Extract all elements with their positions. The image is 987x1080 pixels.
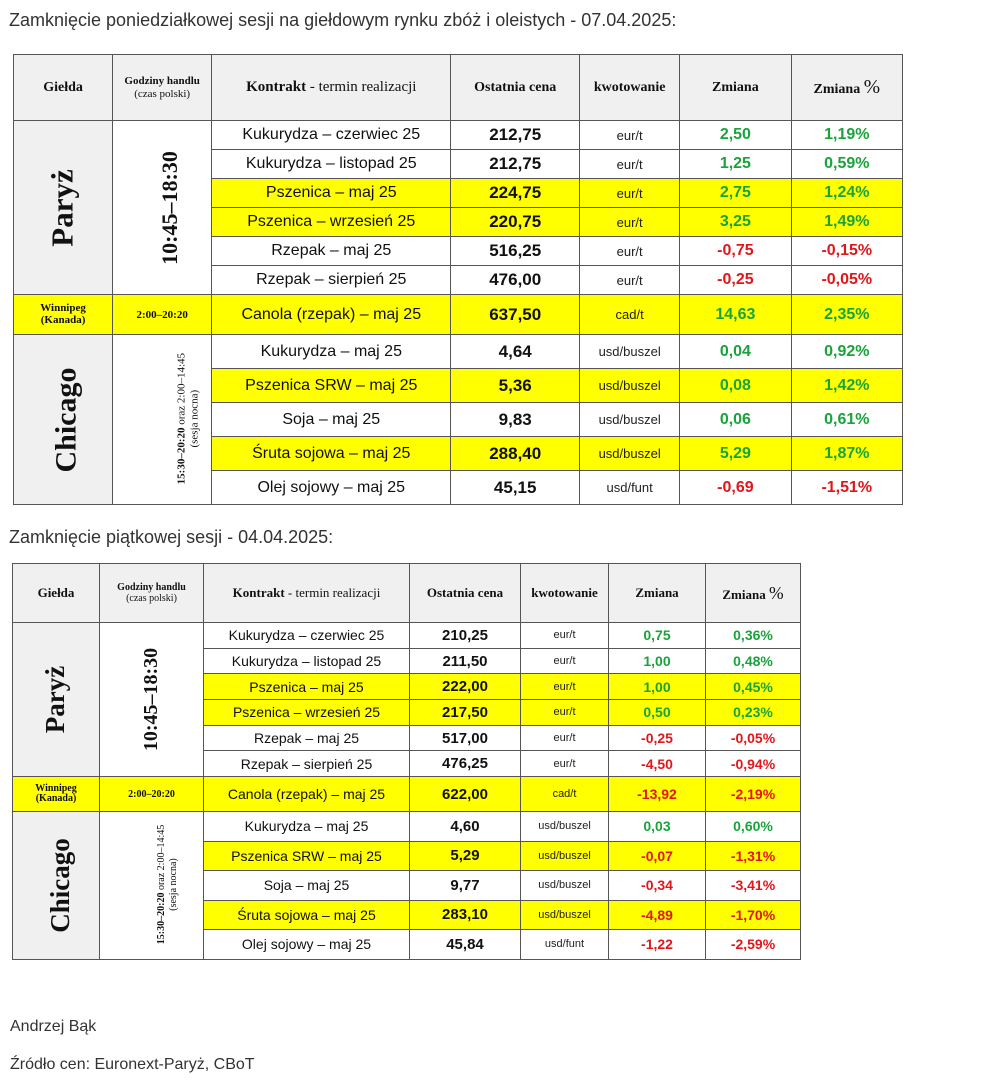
unit-cell: usd/buszel (580, 403, 680, 437)
unit-cell: eur/t (580, 150, 680, 179)
change-pct-cell: -1,70% (706, 900, 801, 930)
change-pct-cell: -0,94% (706, 751, 801, 777)
change-pct-cell: -0,05% (706, 725, 801, 751)
change-cell: 2,50 (680, 121, 791, 150)
change-pct-cell: 0,60% (706, 812, 801, 842)
header-godziny (113, 55, 212, 121)
exchange-winnipeg-line2: (Kanada) (40, 313, 86, 326)
change-pct-cell: 0,48% (706, 648, 801, 674)
table-row (14, 121, 903, 150)
change-pct-cell: -2,19% (706, 777, 801, 812)
price-cell: 210,25 (410, 623, 521, 649)
contract-cell: Rzepak – maj 25 (204, 725, 410, 751)
price-cell: 220,75 (451, 208, 580, 237)
contract-cell: Kukurydza – maj 25 (204, 812, 410, 842)
change-cell: -4,89 (609, 900, 706, 930)
table-monday-session (13, 54, 903, 505)
change-cell: 2,75 (680, 179, 791, 208)
contract-cell: Soja – maj 25 (212, 403, 451, 437)
price-cell: 9,83 (451, 403, 580, 437)
header-kontrakt-bold: Kontrakt (232, 585, 285, 600)
header-zmiana-pct-word: Zmiana (813, 81, 861, 97)
change-pct-cell: 0,45% (706, 674, 801, 700)
change-cell: 0,06 (680, 403, 791, 437)
header-godziny-line2: (czas polski) (126, 593, 177, 604)
price-cell: 212,75 (451, 150, 580, 179)
unit-cell: usd/buszel (521, 841, 609, 871)
change-cell: 14,63 (680, 295, 791, 335)
price-cell: 222,00 (410, 674, 521, 700)
header-ostatnia-cena: Ostatnia cena (410, 564, 521, 623)
exchange-paryz-cell (14, 121, 113, 295)
unit-cell: eur/t (521, 623, 609, 649)
price-cell: 211,50 (410, 648, 521, 674)
header-zmiana-pct (791, 55, 902, 121)
price-cell: 283,10 (410, 900, 521, 930)
heading-monday-session: Zamknięcie poniedziałkowej sesji na giełdowym rynku zbóż i oleistych - 07.04.2025: (9, 10, 677, 30)
header-kontrakt-rest: - termin realizacji (284, 585, 381, 600)
unit-cell: eur/t (580, 121, 680, 150)
price-cell: 476,00 (451, 266, 580, 295)
contract-cell: Rzepak – sierpień 25 (212, 266, 451, 295)
change-pct-cell: 0,59% (791, 150, 902, 179)
unit-cell: eur/t (521, 648, 609, 674)
header-zmiana: Zmiana (680, 55, 791, 121)
exchange-chicago: Chicago (44, 838, 75, 933)
change-cell: -0,75 (680, 237, 791, 266)
change-cell: -13,92 (609, 777, 706, 812)
change-cell: 0,03 (609, 812, 706, 842)
exchange-chicago-cell (13, 812, 100, 960)
header-kontrakt (204, 564, 410, 623)
header-ostatnia-cena: Ostatnia cena (451, 55, 580, 121)
unit-cell: eur/t (580, 237, 680, 266)
hours-paryz-cell (100, 623, 204, 777)
unit-cell: usd/buszel (521, 871, 609, 901)
table-row (13, 812, 801, 842)
unit-cell: eur/t (521, 725, 609, 751)
change-cell: 3,25 (680, 208, 791, 237)
change-cell: 1,25 (680, 150, 791, 179)
header-godziny-line1: Godziny handlu (117, 581, 186, 593)
contract-cell: Canola (rzepak) – maj 25 (212, 295, 451, 335)
change-pct-cell: -3,41% (706, 871, 801, 901)
contract-cell: Kukurydza – listopad 25 (204, 648, 410, 674)
exchange-winnipeg-line1: Winnipeg (35, 782, 77, 794)
hours-chicago-cell (113, 335, 212, 505)
heading-friday-session: Zamknięcie piątkowej sesji - 04.04.2025: (9, 527, 334, 547)
unit-cell: usd/buszel (521, 812, 609, 842)
change-pct-cell: 0,36% (706, 623, 801, 649)
unit-cell: usd/funt (521, 930, 609, 960)
change-cell: 1,00 (609, 674, 706, 700)
change-cell: 0,08 (680, 369, 791, 403)
exchange-winnipeg-line2: (Kanada) (35, 793, 77, 805)
price-cell: 224,75 (451, 179, 580, 208)
change-pct-cell: 0,23% (706, 700, 801, 726)
contract-cell: Śruta sojowa – maj 25 (204, 900, 410, 930)
hours-chicago (175, 344, 200, 494)
change-pct-cell: -0,05% (791, 266, 902, 295)
hours-winnipeg: 2:00–20:20 (113, 295, 212, 335)
change-cell: -4,50 (609, 751, 706, 777)
change-cell: 0,50 (609, 700, 706, 726)
header-kontrakt (212, 55, 451, 121)
header-kontrakt-bold: Kontrakt (246, 79, 307, 95)
hours-chicago-rest: oraz 2:00–14:45 (sesja nocna) (175, 353, 201, 448)
header-zmiana-pct-word: Zmiana (722, 586, 766, 602)
contract-cell: Rzepak – sierpień 25 (204, 751, 410, 777)
header-gielda: Giełda (14, 55, 113, 121)
header-zmiana: Zmiana (609, 564, 706, 623)
header-gielda: Giełda (13, 564, 100, 623)
table-row (13, 623, 801, 649)
hours-paryz: 10:45–18:30 (156, 150, 182, 265)
price-cell: 622,00 (410, 777, 521, 812)
change-pct-cell: 0,61% (791, 403, 902, 437)
contract-cell: Rzepak – maj 25 (212, 237, 451, 266)
price-cell: 4,60 (410, 812, 521, 842)
table-row (14, 335, 903, 369)
hours-chicago-cell (100, 812, 204, 960)
unit-cell: cad/t (521, 777, 609, 812)
change-pct-cell: -0,15% (791, 237, 902, 266)
exchange-paryz: Paryż (45, 168, 81, 247)
contract-cell: Pszenica – maj 25 (204, 674, 410, 700)
header-zmiana-pct-sign: % (863, 76, 881, 98)
unit-cell: eur/t (580, 179, 680, 208)
header-godziny-line1: Godziny handlu (124, 74, 200, 87)
hours-paryz: 10:45–18:30 (140, 647, 163, 752)
contract-cell: Canola (rzepak) – maj 25 (204, 777, 410, 812)
contract-cell: Olej sojowy – maj 25 (204, 930, 410, 960)
price-cell: 4,64 (451, 335, 580, 369)
author-name: Andrzej Bąk (10, 1018, 97, 1035)
table-header-row (13, 564, 801, 623)
change-cell: 1,00 (609, 648, 706, 674)
contract-cell: Olej sojowy – maj 25 (212, 471, 451, 505)
header-zmiana-pct (706, 564, 801, 623)
contract-cell: Pszenica – wrzesień 25 (204, 700, 410, 726)
header-zmiana-pct-sign: % (768, 582, 784, 603)
table-row (13, 777, 801, 812)
exchange-winnipeg (14, 295, 113, 335)
change-cell: -0,34 (609, 871, 706, 901)
price-cell: 217,50 (410, 700, 521, 726)
unit-cell: eur/t (521, 674, 609, 700)
hours-winnipeg: 2:00–20:20 (100, 777, 204, 812)
change-pct-cell: -2,59% (706, 930, 801, 960)
contract-cell: Pszenica SRW – maj 25 (204, 841, 410, 871)
change-pct-cell: 1,19% (791, 121, 902, 150)
header-kontrakt-rest: - termin realizacji (306, 79, 417, 95)
change-cell: 5,29 (680, 437, 791, 471)
hours-chicago-rest: oraz 2:00–14:45 (sesja nocna) (156, 824, 179, 911)
exchange-paryz: Paryż (40, 665, 71, 734)
table-header-row (14, 55, 903, 121)
change-cell: -0,69 (680, 471, 791, 505)
unit-cell: usd/funt (580, 471, 680, 505)
price-cell: 517,00 (410, 725, 521, 751)
unit-cell: cad/t (580, 295, 680, 335)
change-pct-cell: 0,92% (791, 335, 902, 369)
change-cell: 0,75 (609, 623, 706, 649)
hours-chicago-bold: 15:30–20:20 (175, 427, 188, 485)
exchange-chicago-cell (14, 335, 113, 505)
hours-chicago-bold: 15:30–20:20 (156, 892, 167, 945)
price-cell: 637,50 (451, 295, 580, 335)
contract-cell: Pszenica SRW – maj 25 (212, 369, 451, 403)
unit-cell: usd/buszel (521, 900, 609, 930)
price-cell: 288,40 (451, 437, 580, 471)
table-friday-session (12, 563, 801, 960)
price-cell: 212,75 (451, 121, 580, 150)
change-pct-cell: 1,24% (791, 179, 902, 208)
price-cell: 45,84 (410, 930, 521, 960)
change-pct-cell: 1,49% (791, 208, 902, 237)
contract-cell: Soja – maj 25 (204, 871, 410, 901)
table-row (14, 295, 903, 335)
hours-chicago (156, 817, 179, 952)
change-cell: -0,25 (609, 725, 706, 751)
price-cell: 5,29 (410, 841, 521, 871)
contract-cell: Śruta sojowa – maj 25 (212, 437, 451, 471)
price-cell: 516,25 (451, 237, 580, 266)
unit-cell: eur/t (580, 266, 680, 295)
header-godziny-line2: (czas polski) (134, 87, 191, 100)
change-cell: 0,04 (680, 335, 791, 369)
price-cell: 476,25 (410, 751, 521, 777)
hours-paryz-cell (113, 121, 212, 295)
change-pct-cell: 1,87% (791, 437, 902, 471)
contract-cell: Kukurydza – czerwiec 25 (212, 121, 451, 150)
price-cell: 9,77 (410, 871, 521, 901)
change-pct-cell: 1,42% (791, 369, 902, 403)
header-godziny (100, 564, 204, 623)
change-pct-cell: 2,35% (791, 295, 902, 335)
unit-cell: eur/t (521, 751, 609, 777)
contract-cell: Kukurydza – czerwiec 25 (204, 623, 410, 649)
header-kwotowanie: kwotowanie (580, 55, 680, 121)
header-kwotowanie: kwotowanie (521, 564, 609, 623)
exchange-paryz-cell (13, 623, 100, 777)
change-cell: -0,25 (680, 266, 791, 295)
unit-cell: usd/buszel (580, 369, 680, 403)
price-cell: 45,15 (451, 471, 580, 505)
contract-cell: Pszenica – maj 25 (212, 179, 451, 208)
change-cell: -1,22 (609, 930, 706, 960)
unit-cell: usd/buszel (580, 437, 680, 471)
exchange-winnipeg-line1: Winnipeg (40, 301, 86, 314)
price-source: Źródło cen: Euronext-Paryż, CBoT (10, 1056, 255, 1073)
unit-cell: eur/t (521, 700, 609, 726)
contract-cell: Pszenica – wrzesień 25 (212, 208, 451, 237)
contract-cell: Kukurydza – listopad 25 (212, 150, 451, 179)
unit-cell: eur/t (580, 208, 680, 237)
exchange-winnipeg (13, 777, 100, 812)
change-pct-cell: -1,31% (706, 841, 801, 871)
change-cell: -0,07 (609, 841, 706, 871)
unit-cell: usd/buszel (580, 335, 680, 369)
change-pct-cell: -1,51% (791, 471, 902, 505)
exchange-chicago: Chicago (49, 367, 83, 472)
price-cell: 5,36 (451, 369, 580, 403)
contract-cell: Kukurydza – maj 25 (212, 335, 451, 369)
